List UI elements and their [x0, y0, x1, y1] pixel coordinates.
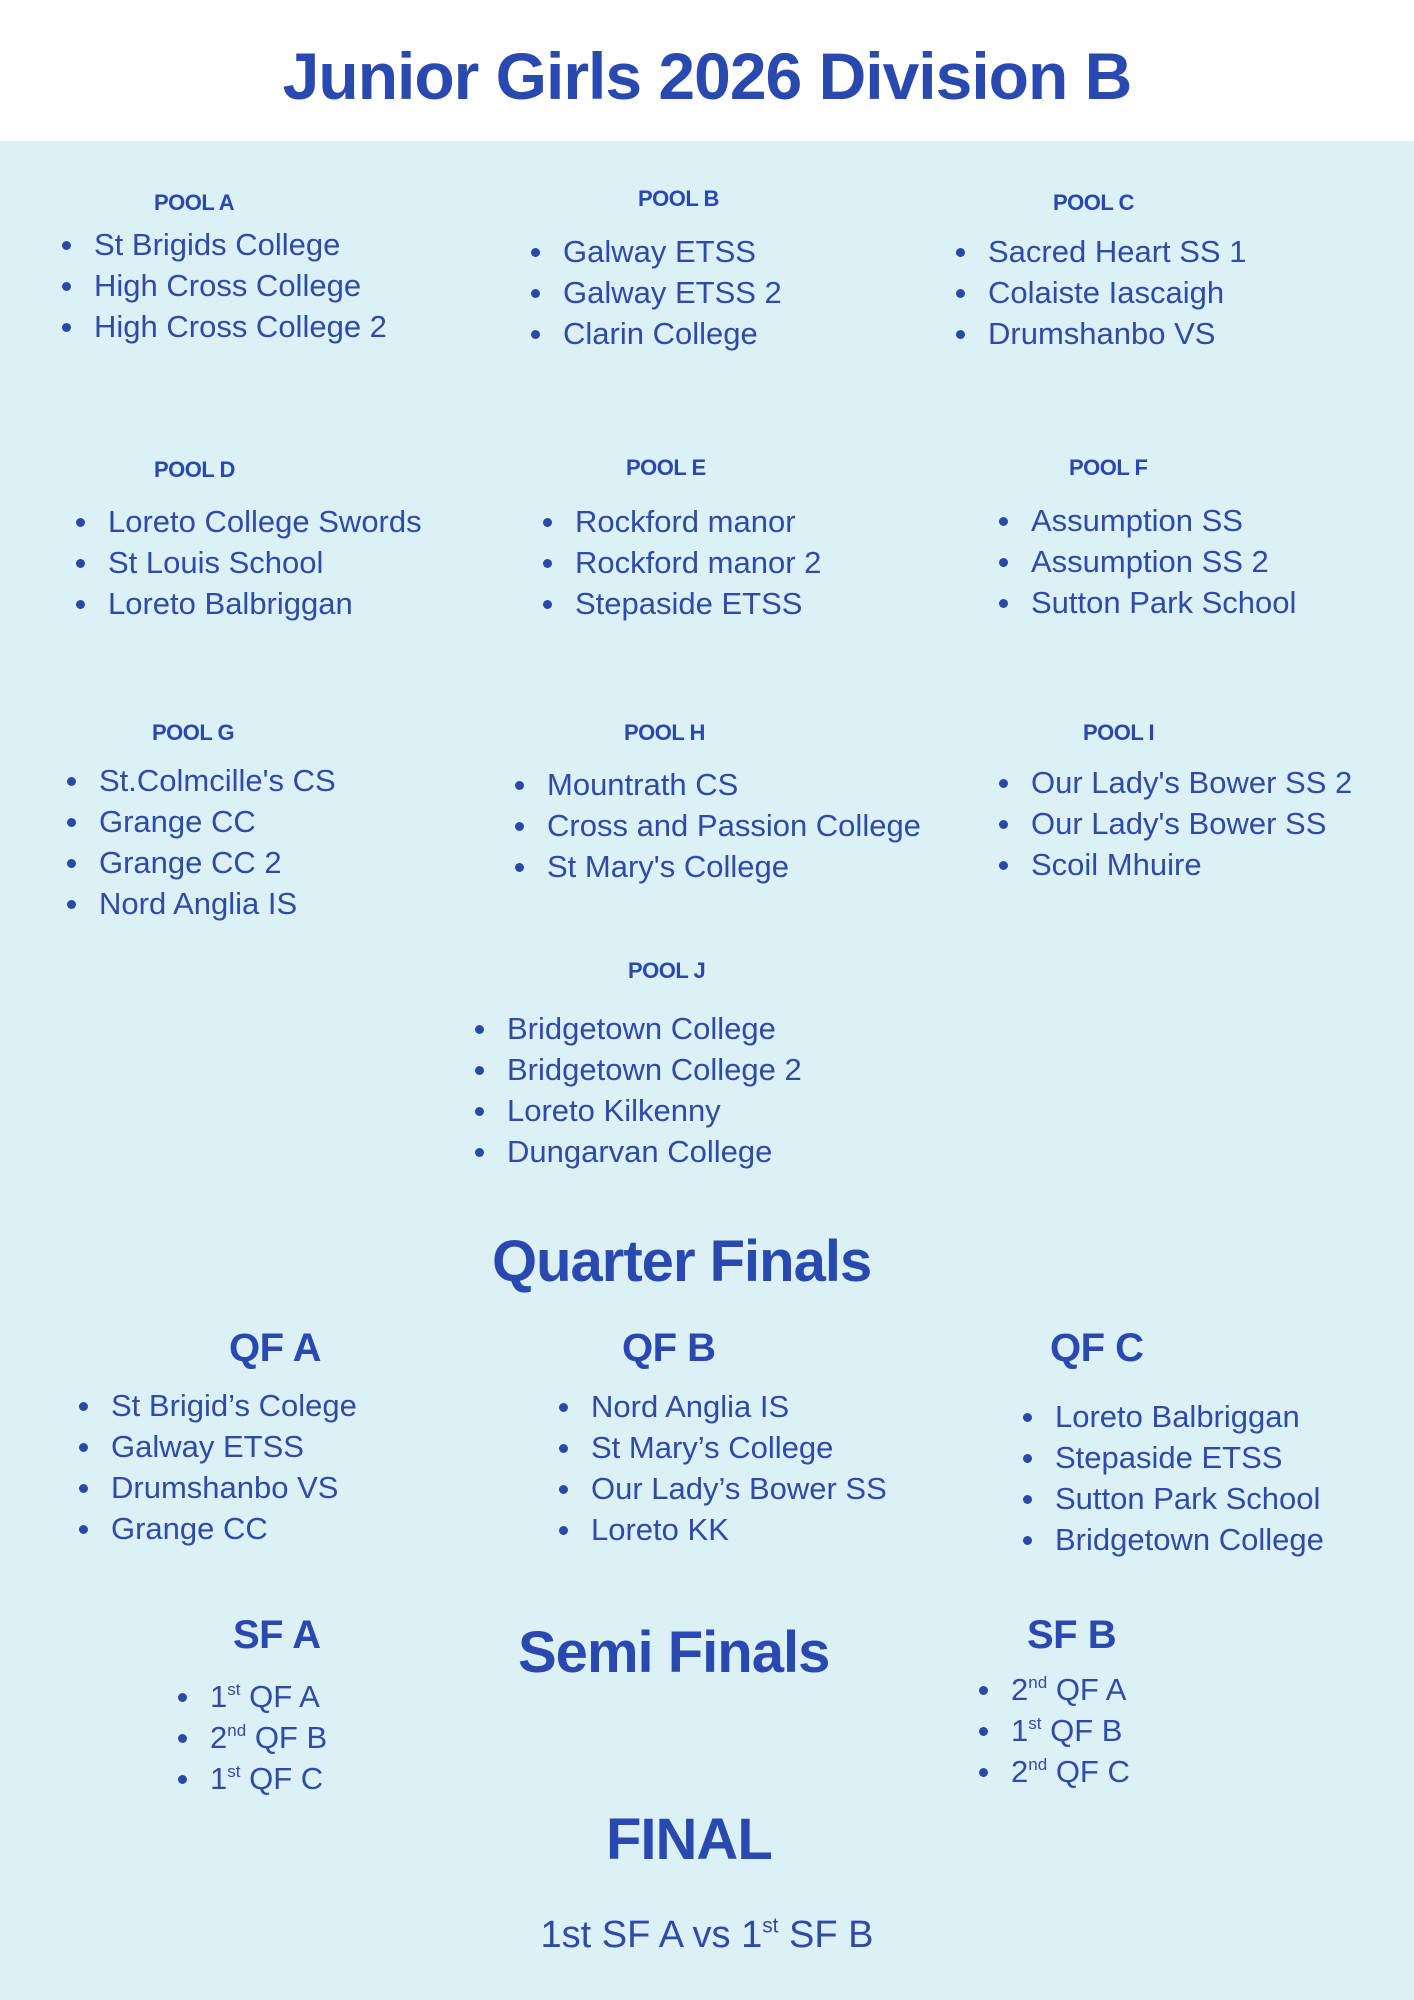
list-item: Sutton Park School	[1021, 1478, 1324, 1519]
pool-h-title: POOL H	[624, 720, 705, 745]
list-item: Grange CC 2	[65, 842, 336, 883]
entry-number: 2	[1011, 1754, 1029, 1789]
qf-b-list	[557, 1386, 887, 1550]
qf-a-title: QF A	[229, 1326, 322, 1370]
sf-b-list	[977, 1669, 1130, 1792]
list-item: Drumshanbo VS	[954, 313, 1246, 354]
list-item: Dungarvan College	[473, 1131, 802, 1172]
qf-c-title: QF C	[1050, 1326, 1144, 1370]
list-item: Loreto College Swords	[74, 501, 422, 542]
list-item: Rockford manor 2	[541, 542, 821, 583]
entry-text: QF A	[1047, 1672, 1127, 1707]
list-item: Colaiste Iascaigh	[954, 272, 1246, 313]
entry-number: 2	[210, 1720, 228, 1755]
list-item: Nord Anglia IS	[65, 883, 336, 924]
entry-number: 1	[210, 1761, 228, 1796]
pool-i-title: POOL I	[1083, 720, 1155, 745]
quarter-finals-heading: Quarter Finals	[492, 1229, 872, 1294]
list-item: Bridgetown College 2	[473, 1049, 802, 1090]
list-item: Grange CC	[65, 801, 336, 842]
entry-ordinal: st	[1028, 1714, 1042, 1734]
final-matchup	[0, 1914, 1414, 1957]
list-item: St Brigids College	[60, 224, 387, 265]
pool-e-title: POOL E	[626, 455, 706, 480]
list-item: Our Lady's Bower SS 2	[997, 762, 1352, 803]
qf-c-list	[1021, 1396, 1324, 1560]
entry-ordinal: st	[227, 1680, 241, 1700]
pool-g-title: POOL G	[152, 720, 235, 745]
entry-text: QF B	[246, 1720, 328, 1755]
list-item: Stepaside ETSS	[541, 583, 821, 624]
qf-b-title: QF B	[622, 1326, 716, 1370]
pool-h-list	[513, 764, 921, 887]
pool-j-title: POOL J	[628, 958, 706, 983]
list-item: Nord Anglia IS	[557, 1386, 887, 1427]
list-item	[176, 1717, 327, 1758]
entry-ordinal: nd	[1028, 1755, 1048, 1775]
entry-text: QF A	[240, 1679, 320, 1714]
list-item: Loreto Balbriggan	[74, 583, 422, 624]
list-item: Loreto Kilkenny	[473, 1090, 802, 1131]
pool-a-title: POOL A	[154, 190, 235, 215]
sf-a-title: SF A	[233, 1613, 321, 1657]
list-item: St Louis School	[74, 542, 422, 583]
sf-a-list	[176, 1676, 327, 1799]
list-item: Loreto Balbriggan	[1021, 1396, 1324, 1437]
list-item: St.Colmcille's CS	[65, 760, 336, 801]
list-item: Stepaside ETSS	[1021, 1437, 1324, 1478]
list-item	[977, 1669, 1130, 1710]
entry-text: QF C	[240, 1761, 324, 1796]
list-item: Bridgetown College	[1021, 1519, 1324, 1560]
list-item: Mountrath CS	[513, 764, 921, 805]
entry-number: 2	[1011, 1672, 1029, 1707]
pool-b-title: POOL B	[638, 186, 719, 211]
entry-text: QF B	[1041, 1713, 1123, 1748]
list-item: Drumshanbo VS	[77, 1467, 357, 1508]
list-item: Sutton Park School	[997, 582, 1296, 623]
pool-c-list	[954, 231, 1246, 354]
qf-a-list	[77, 1385, 357, 1549]
pool-b-list	[529, 231, 782, 354]
pool-a-list	[60, 224, 387, 347]
entry-ordinal: nd	[1028, 1673, 1048, 1693]
list-item: Loreto KK	[557, 1509, 887, 1550]
entry-ordinal: st	[227, 1762, 241, 1782]
list-item: Scoil Mhuire	[997, 844, 1352, 885]
pool-g-list	[65, 760, 336, 924]
entry-ordinal: nd	[227, 1721, 247, 1741]
pool-f-list	[997, 500, 1296, 623]
pool-j-list	[473, 1008, 802, 1172]
list-item: High Cross College	[60, 265, 387, 306]
final-ordinal: st	[762, 1914, 779, 1938]
list-item: Rockford manor	[541, 501, 821, 542]
list-item: St Mary’s College	[557, 1427, 887, 1468]
list-item: Assumption SS 2	[997, 541, 1296, 582]
pool-c-title: POOL C	[1053, 190, 1134, 215]
list-item: Cross and Passion College	[513, 805, 921, 846]
pool-d-list	[74, 501, 422, 624]
list-item: St Brigid’s Colege	[77, 1385, 357, 1426]
list-item: Galway ETSS	[77, 1426, 357, 1467]
list-item: High Cross College 2	[60, 306, 387, 347]
list-item	[977, 1751, 1130, 1792]
list-item: Bridgetown College	[473, 1008, 802, 1049]
entry-number: 1	[210, 1679, 228, 1714]
pool-f-title: POOL F	[1069, 455, 1148, 480]
final-heading: FINAL	[606, 1807, 772, 1872]
list-item: Galway ETSS 2	[529, 272, 782, 313]
list-item: Sacred Heart SS 1	[954, 231, 1246, 272]
pool-d-title: POOL D	[154, 457, 235, 482]
list-item	[977, 1710, 1130, 1751]
list-item: Galway ETSS	[529, 231, 782, 272]
final-text-post: SF B	[778, 1914, 874, 1956]
list-item: Clarin College	[529, 313, 782, 354]
list-item: Our Lady's Bower SS	[997, 803, 1352, 844]
list-item	[176, 1758, 327, 1799]
list-item: Grange CC	[77, 1508, 357, 1549]
entry-number: 1	[1011, 1713, 1029, 1748]
entry-text: QF C	[1047, 1754, 1130, 1789]
page-title: Junior Girls 2026 Division B	[282, 39, 1132, 113]
list-item: St Mary's College	[513, 846, 921, 887]
final-text-pre: 1st SF A vs 1	[540, 1914, 763, 1956]
sf-b-title: SF B	[1027, 1613, 1117, 1657]
semi-finals-heading: Semi Finals	[518, 1620, 830, 1685]
list-item	[176, 1676, 327, 1717]
list-item: Assumption SS	[997, 500, 1296, 541]
pool-e-list	[541, 501, 821, 624]
list-item: Our Lady’s Bower SS	[557, 1468, 887, 1509]
pool-i-list	[997, 762, 1352, 885]
